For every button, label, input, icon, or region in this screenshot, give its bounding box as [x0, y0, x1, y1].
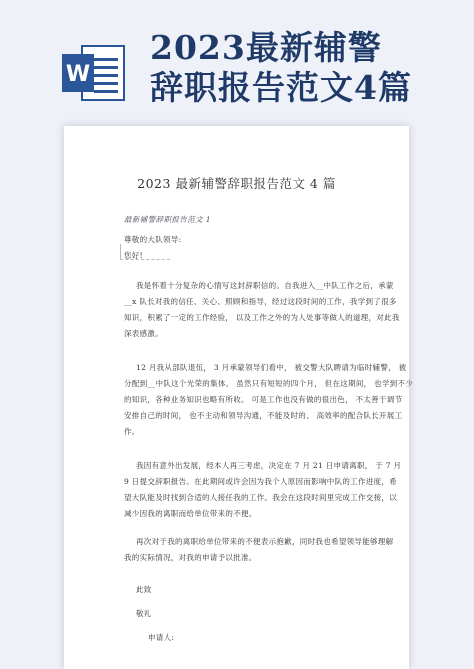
banner	[0, 0, 474, 118]
paragraph-line: 9 日提交辞职报告。在此期间或许会因为我个人原因而影响中队的工作进度，希	[124, 477, 397, 486]
word-document-icon	[62, 44, 126, 102]
paragraph-line: 分配到__中队这个光荣的集体。 虽然只有短短的四个月， 但在这期间， 也学到不少	[124, 379, 414, 388]
section-heading: 最新辅警辞职报告范文 1	[124, 215, 211, 224]
paragraph-line: 减少因我的离职而给单位带来的不便。	[124, 509, 257, 518]
banner-title	[150, 28, 412, 108]
banner-title-line1: 2023最新辅警	[150, 28, 382, 67]
closing-line-1: 此致	[136, 585, 152, 594]
paragraph-line: 12 月我从部队退伍， 3 月承蒙领导们看中， 被交警大队聘请为临时辅警， 被	[136, 363, 407, 372]
paragraph-line: 深表感激。	[124, 329, 163, 338]
word-icon-letter: W	[65, 62, 91, 87]
signature: 申请人:	[148, 633, 175, 642]
document-page	[64, 126, 414, 669]
paragraph-line: 再次对于我的离职给单位带来的不便表示抱歉，同时我也希望领导能够理解	[136, 537, 394, 546]
paragraph-line: 作。	[124, 427, 140, 436]
paragraph-line: 安排自己的时间， 也不主动和领导沟通，不能及时的、 高效率的配合队长开展工	[124, 411, 403, 420]
paragraph-line: 我的实际情况，对我的申请予以批准。	[124, 553, 257, 562]
paragraph-line: 望大队能及时找到合适的人接任我的工作。我会在这段时间里完成工作交接，以	[124, 493, 397, 502]
paragraph-line: 我因有意外出发展，经本人再三考虑，决定在 7 月 21 日申请离职， 于 7 月	[136, 461, 402, 470]
greeting: 您好!	[124, 251, 143, 260]
closing-line-2: 敬礼	[136, 609, 152, 618]
banner-title-line2: 辞职报告范文4篇	[150, 68, 412, 107]
paragraph-line: 知识，积累了一定的工作经验， 以及工作之外的为人处事等做人的道理，对此我	[124, 313, 400, 322]
paragraph-line: __x 队长对我的信任、关心、照顾和指导，经过这段时间的工作，我学到了很多	[124, 297, 397, 306]
salutation: 尊敬的大队领导:	[124, 235, 182, 244]
document-title: 2023 最新辅警辞职报告范文 4 篇	[137, 176, 336, 191]
paragraph-line: 的知识，各种业务知识也略有所收。 可是工作也没有做的很出色， 不太善于调节	[124, 395, 403, 404]
paragraph-line: 我是怀着十分复杂的心情写这封辞职信的。自我进入__中队工作之后，承蒙	[136, 281, 394, 290]
